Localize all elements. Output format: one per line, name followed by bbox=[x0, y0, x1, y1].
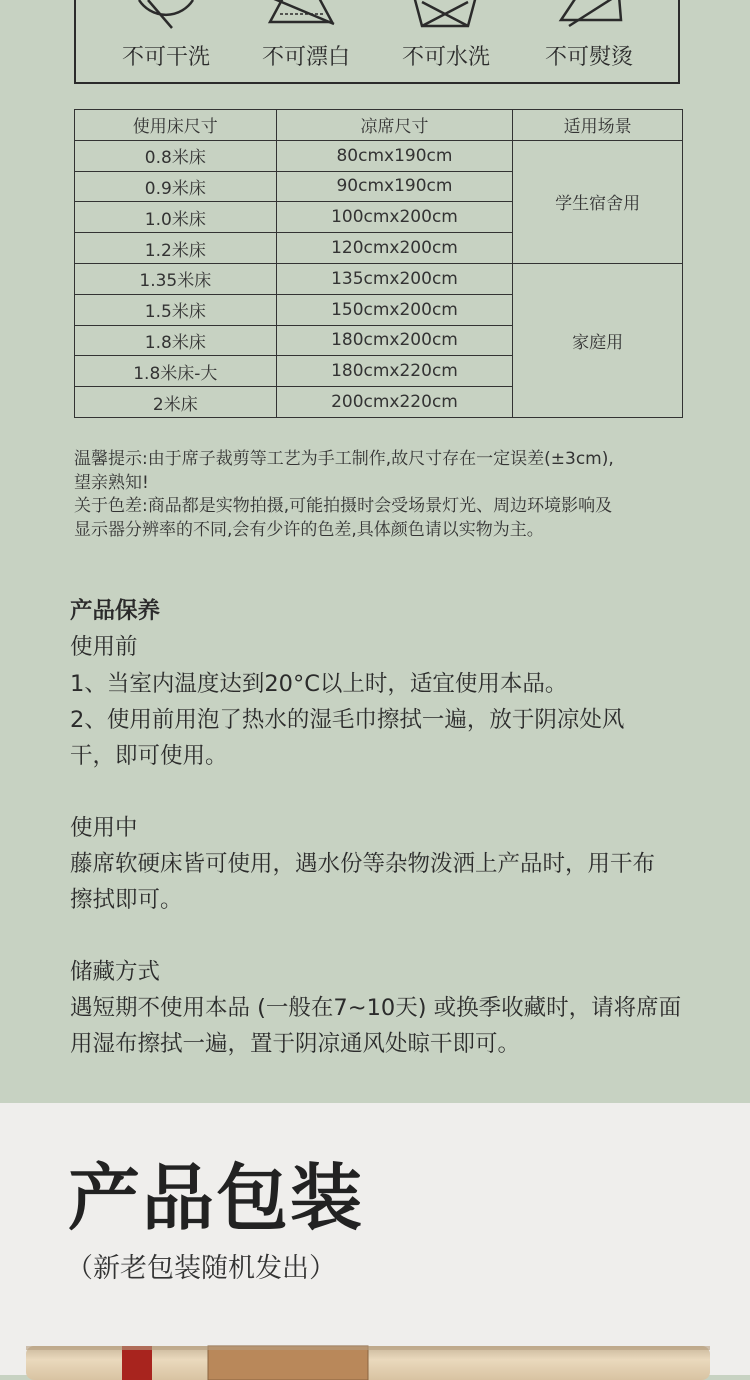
mat-size-cell: 200cmx220cm bbox=[276, 387, 513, 418]
mat-size-cell: 135cmx200cm bbox=[276, 263, 513, 294]
header-scene: 适用场景 bbox=[513, 110, 683, 141]
packaging-roll-image bbox=[26, 1340, 710, 1380]
no-bleach-icon bbox=[266, 0, 346, 36]
before-use-title: 使用前 bbox=[70, 634, 138, 660]
during-use-title: 使用中 bbox=[70, 815, 138, 841]
scene-cell-home: 家庭用 bbox=[513, 263, 683, 417]
no-iron-icon bbox=[549, 0, 629, 36]
bed-size-cell: 1.35米床 bbox=[75, 263, 277, 294]
notes-block bbox=[74, 448, 714, 542]
during-use-line: 藤席软硬床皆可使用，遇水份等杂物泼洒上产品时，用干布 bbox=[70, 851, 656, 877]
storage-title: 储藏方式 bbox=[70, 959, 161, 985]
care-label: 不可干洗 bbox=[121, 45, 210, 70]
note-line: 关于色差:商品都是实物拍摄,可能拍摄时会受场景灯光、周边环境影响及 bbox=[74, 496, 613, 516]
mat-size-cell: 180cmx220cm bbox=[276, 356, 513, 387]
before-use-line: 2、使用前用泡了热水的湿毛巾擦拭一遍，放于阴凉处风 bbox=[70, 707, 625, 733]
mat-size-cell: 180cmx200cm bbox=[276, 325, 513, 356]
note-line: 显示器分辨率的不同,会有少许的色差,具体颜色请以实物为主。 bbox=[74, 519, 544, 540]
mat-size-cell: 90cmx190cm bbox=[276, 171, 513, 202]
no-dry-clean-icon bbox=[126, 0, 206, 36]
header-mat-size: 凉席尺寸 bbox=[276, 110, 513, 141]
header-bed-size: 使用床尺寸 bbox=[75, 110, 277, 141]
no-wash-icon bbox=[406, 0, 486, 36]
storage-line: 用湿布擦拭一遍，置于阴凉通风处晾干即可。 bbox=[70, 1031, 521, 1057]
packaging-subtitle: （新老包装随机发出） bbox=[66, 1253, 336, 1284]
bed-size-cell: 1.2米床 bbox=[75, 233, 277, 264]
note-line: 望亲熟知! bbox=[74, 472, 149, 493]
care-item-no-iron bbox=[514, 0, 664, 84]
care-label: 不可漂白 bbox=[261, 45, 350, 70]
bed-size-cell: 0.9米床 bbox=[75, 171, 277, 202]
care-item-no-wash bbox=[371, 0, 521, 84]
care-item-no-bleach bbox=[231, 0, 381, 84]
bed-size-cell: 0.8米床 bbox=[75, 140, 277, 171]
care-icons-box bbox=[74, 0, 680, 84]
during-use-line: 擦拭即可。 bbox=[70, 887, 183, 913]
bed-size-cell: 2米床 bbox=[75, 387, 277, 418]
before-use-line: 1、当室内温度达到20°C以上时，适宜使用本品。 bbox=[70, 671, 568, 697]
storage-line: 遇短期不使用本品 (一般在7~10天) 或换季收藏时，请将席面 bbox=[70, 995, 682, 1021]
care-label: 不可水洗 bbox=[401, 45, 490, 70]
mat-size-cell: 120cmx200cm bbox=[276, 233, 513, 264]
table-header-row bbox=[75, 110, 683, 141]
bed-size-cell: 1.8米床 bbox=[75, 325, 277, 356]
table-row bbox=[75, 140, 683, 171]
bed-size-cell: 1.5米床 bbox=[75, 294, 277, 325]
packaging-title: 产品包装 bbox=[68, 1156, 365, 1240]
before-use-line: 干，即可使用。 bbox=[70, 743, 228, 769]
care-item-no-dry-clean bbox=[91, 0, 241, 84]
mat-size-cell: 150cmx200cm bbox=[276, 294, 513, 325]
table-row bbox=[75, 263, 683, 294]
note-line: 温馨提示:由于席子裁剪等工艺为手工制作,故尺寸存在一定误差(±3cm), bbox=[74, 449, 614, 469]
care-label: 不可熨烫 bbox=[544, 45, 633, 70]
bed-size-cell: 1.0米床 bbox=[75, 202, 277, 233]
size-table bbox=[74, 109, 683, 418]
mat-size-cell: 80cmx190cm bbox=[276, 140, 513, 171]
bed-size-cell: 1.8米床-大 bbox=[75, 356, 277, 387]
care-title: 产品保养 bbox=[70, 598, 161, 624]
mat-size-cell: 100cmx200cm bbox=[276, 202, 513, 233]
scene-cell-dorm: 学生宿舍用 bbox=[513, 140, 683, 263]
